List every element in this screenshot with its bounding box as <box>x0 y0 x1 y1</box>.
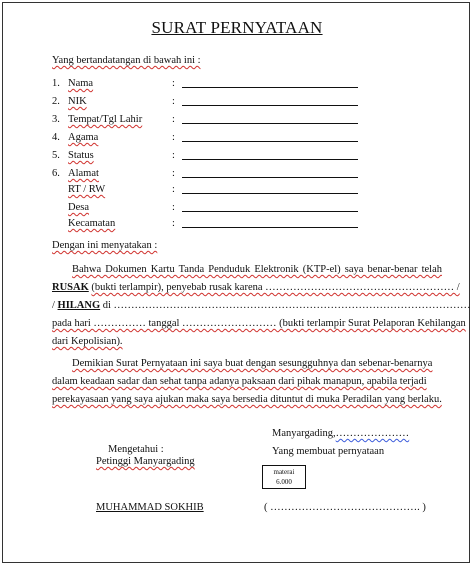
field-number: 5. <box>52 150 60 161</box>
field-label: Alamat <box>68 168 99 179</box>
field-number: 2. <box>52 96 60 107</box>
p1-line5: dari Kepolisian). <box>52 336 123 347</box>
field-label: Desa <box>68 202 89 213</box>
maker-label: Yang membuat pernyataan <box>272 446 385 457</box>
document-title: SURAT PERNYATAAN <box>151 18 323 37</box>
knowing-title: Petinggi Manyargading <box>96 456 195 467</box>
slash: / <box>52 300 58 311</box>
rusak-label: RUSAK <box>52 282 89 293</box>
field-colon: : <box>172 184 175 195</box>
field-label: RT / RW <box>68 184 106 195</box>
p1-line4: pada hari …………… tanggal ……………………… (bukti terlampir Surat Pelaporan Kehilangan <box>52 318 466 329</box>
field-fill-line[interactable] <box>182 141 358 142</box>
field-number: 6. <box>52 168 60 179</box>
field-fill-line[interactable] <box>182 193 358 194</box>
p1-line3 <box>52 300 471 312</box>
official-name: MUHAMMAD SOKHIB <box>96 502 204 513</box>
field-label: Agama <box>68 132 99 143</box>
field-fill-line[interactable] <box>182 177 358 178</box>
field-colon: : <box>172 114 175 125</box>
field-fill-line[interactable] <box>182 123 358 124</box>
p1-line2-text: (bukti terlampir), penyebab rusak karena ……………………………………………… / <box>91 282 460 293</box>
field-label: Tempat/Tgl Lahir <box>68 114 143 125</box>
place-name: Manyargading, <box>272 428 336 439</box>
field-fill-line[interactable] <box>182 87 358 88</box>
p2-line1: Demikian Surat Pernyataan ini saya buat dengan sesungguhnya dan sebenar-benarnya <box>72 358 433 369</box>
p2-line2: dalam keadaan sadar dan sehat tanpa adanya paksaan dari pihak manapun, apabila terjadi <box>52 376 427 387</box>
field-colon: : <box>172 96 175 107</box>
place-date <box>272 428 409 440</box>
p2-line3: perekayasaan yang saya ajukan maka saya bersedia dituntut di muka Peradilan yang berlaku. <box>52 394 442 405</box>
field-colon: : <box>172 150 175 161</box>
field-colon: : <box>172 168 175 179</box>
field-label: NIK <box>68 96 87 107</box>
field-label: Status <box>68 150 94 161</box>
stamp-duty-box <box>262 465 306 489</box>
field-fill-line[interactable] <box>182 211 358 212</box>
hilang-label: HILANG <box>57 300 101 311</box>
intro-text: Yang bertandatangan di bawah ini : <box>52 55 201 66</box>
field-fill-line[interactable] <box>182 105 358 106</box>
p1-line3-text: di ………………………………………………………………………………………… <box>102 300 471 311</box>
stamp-label: materai <box>273 468 295 476</box>
field-number: 1. <box>52 78 60 89</box>
p1-line2 <box>52 282 460 294</box>
field-colon: : <box>172 78 175 89</box>
field-number: 4. <box>52 132 60 143</box>
field-colon: : <box>172 132 175 143</box>
declare-heading: Dengan ini menyatakan : <box>52 240 158 251</box>
field-fill-line[interactable] <box>182 227 358 228</box>
stamp-value: 6.000 <box>276 478 292 486</box>
place-date-dots: ………………… <box>335 428 410 439</box>
field-colon: : <box>172 202 175 213</box>
maker-name-blank: ( ……………………………………. ) <box>264 502 426 513</box>
p1-line1: Bahwa Dokumen Kartu Tanda Penduduk Elektronik (KTP-el) saya benar-benar telah <box>72 264 442 275</box>
field-number: 3. <box>52 114 60 125</box>
knowing-label: Mengetahui : <box>108 444 164 455</box>
field-colon: : <box>172 218 175 229</box>
field-fill-line[interactable] <box>182 159 358 160</box>
field-label: Nama <box>68 78 94 89</box>
field-label: Kecamatan <box>68 218 116 229</box>
